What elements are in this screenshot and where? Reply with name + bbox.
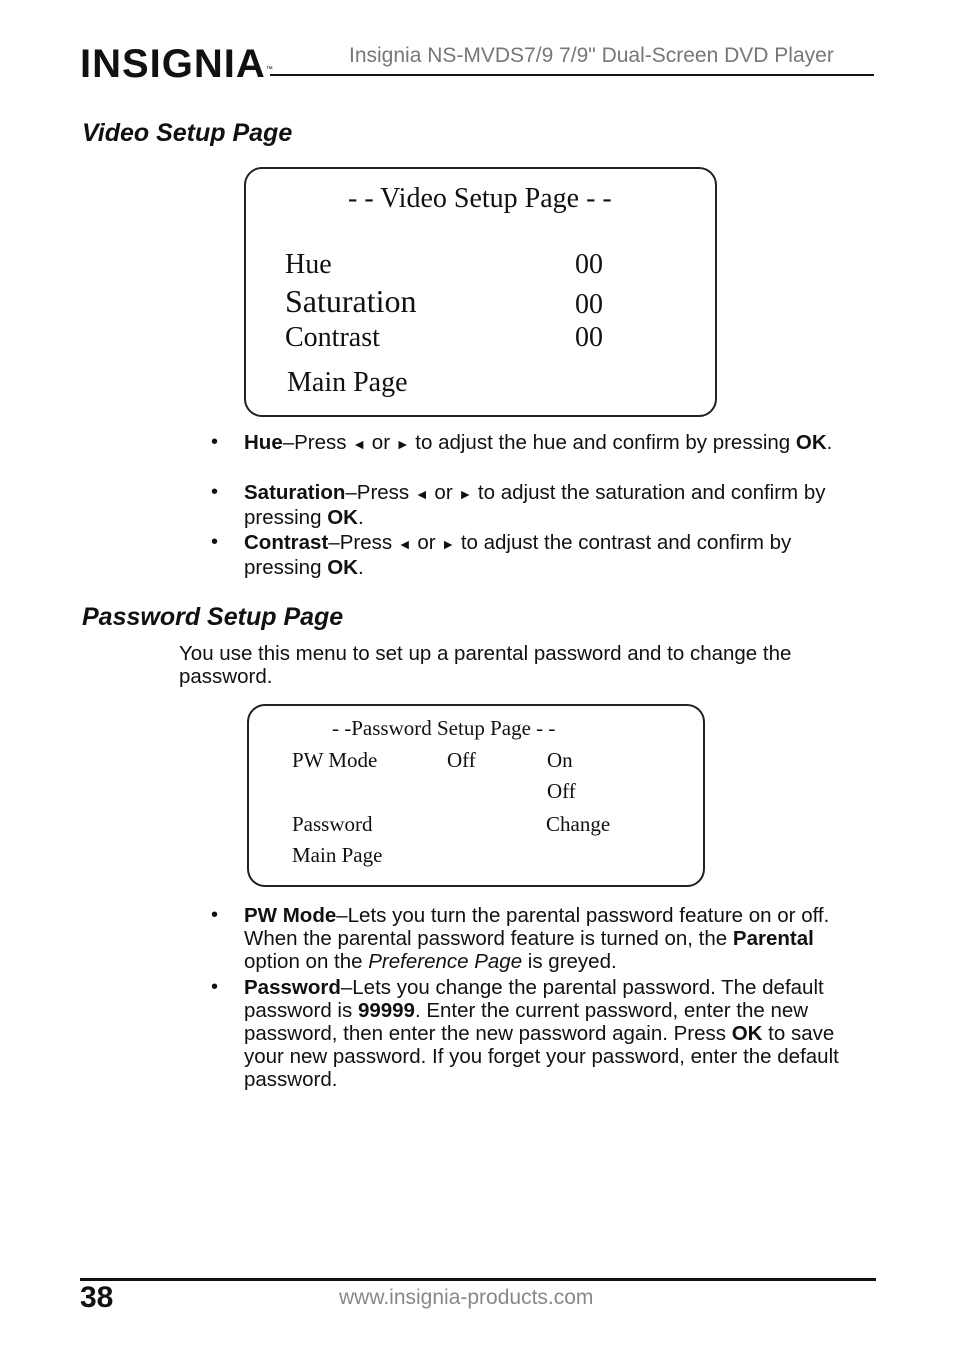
right-arrow-icon: ► [395,436,410,452]
text: to save your new password. If you forget your password, enter the default password. [244,1022,839,1091]
preference-page-reference: Preference Page [368,950,523,973]
text: –Press [282,431,353,454]
text: to adjust the contrast and confirm by pressing [244,531,792,579]
video-hue-value: 00 [575,249,603,280]
bullet-dot: • [211,531,219,553]
footer-url: www.insignia-products.com [339,1286,594,1309]
logo-text: INSIGNIA [80,42,266,86]
video-hue-label: Hue [285,249,332,280]
left-arrow-icon: ◄ [397,536,412,552]
text: –Press [328,531,398,554]
text: or [366,431,396,454]
document-header-title: Insignia NS-MVDS7/9 7/9" Dual-Screen DVD Player [349,44,834,67]
password-label: Password [292,812,373,836]
page-number: 38 [80,1281,114,1314]
bullet-hue [211,431,869,456]
video-main-page: Main Page [287,367,408,398]
term: Hue [244,431,283,454]
text: –Press [345,481,415,504]
text: . Enter the current password, enter the new password, then enter the new password again. Press [244,999,809,1045]
term: Contrast [244,531,329,554]
video-contrast-label: Contrast [285,322,380,353]
logo-trademark: ™ [265,66,274,73]
text: –Lets you turn the parental password feature on or off. When the parental password feature is turned on, the [244,904,830,950]
bullet-saturation [211,481,869,529]
pw-mode-current: Off [447,748,476,772]
header-rule [270,74,874,76]
text: . [826,431,833,454]
bullet-dot: • [211,976,219,998]
text: . [357,506,364,529]
video-setup-heading: Video Setup Page [82,119,293,147]
left-arrow-icon: ◄ [352,436,367,452]
footer-rule [80,1278,876,1281]
bullet-dot: • [211,904,219,926]
password-intro: You use this menu to set up a parental password and to change the password. [179,642,792,688]
bullet-contrast [211,531,869,579]
password-change: Change [546,812,611,836]
left-arrow-icon: ◄ [414,486,429,502]
video-contrast-value: 00 [575,322,603,353]
default-password: 99999 [357,999,415,1022]
pw-mode-option-on: On [547,748,573,772]
password-main-page: Main Page [292,843,383,867]
ok-keyword: OK [327,506,358,529]
text: to adjust the saturation and confirm by pressing [244,481,826,529]
video-setup-screen [244,167,717,417]
term: Password [244,976,341,999]
video-saturation-value: 00 [575,289,603,320]
password-setup-heading: Password Setup Page [82,603,344,631]
video-screen-title: - - Video Setup Page - - [348,183,612,214]
password-screen-title: - -Password Setup Page - - [332,716,556,740]
bullet-password [211,976,869,1091]
ok-keyword: OK [327,556,358,579]
ok-keyword: OK [731,1022,763,1045]
pw-mode-label: PW Mode [292,748,378,772]
text: . [357,556,364,579]
bullet-dot: • [211,431,219,453]
right-arrow-icon: ► [458,486,473,502]
text: or [428,481,459,504]
insignia-logo [80,40,274,88]
text: to adjust the hue and confirm by pressing [409,431,796,454]
term: PW Mode [244,904,337,927]
parental-keyword: Parental [732,927,814,950]
text: is greyed. [522,950,617,973]
pw-mode-option-off: Off [547,779,576,803]
text: –Lets you change the parental password. The default password is [244,976,824,1022]
ok-keyword: OK [795,431,827,454]
password-setup-screen [247,704,705,887]
text: or [411,531,442,554]
bullet-pw-mode [211,904,869,973]
text: option on the [244,950,369,973]
video-saturation-label: Saturation [285,283,417,319]
bullet-dot: • [211,481,219,503]
right-arrow-icon: ► [441,536,456,552]
term: Saturation [244,481,346,504]
